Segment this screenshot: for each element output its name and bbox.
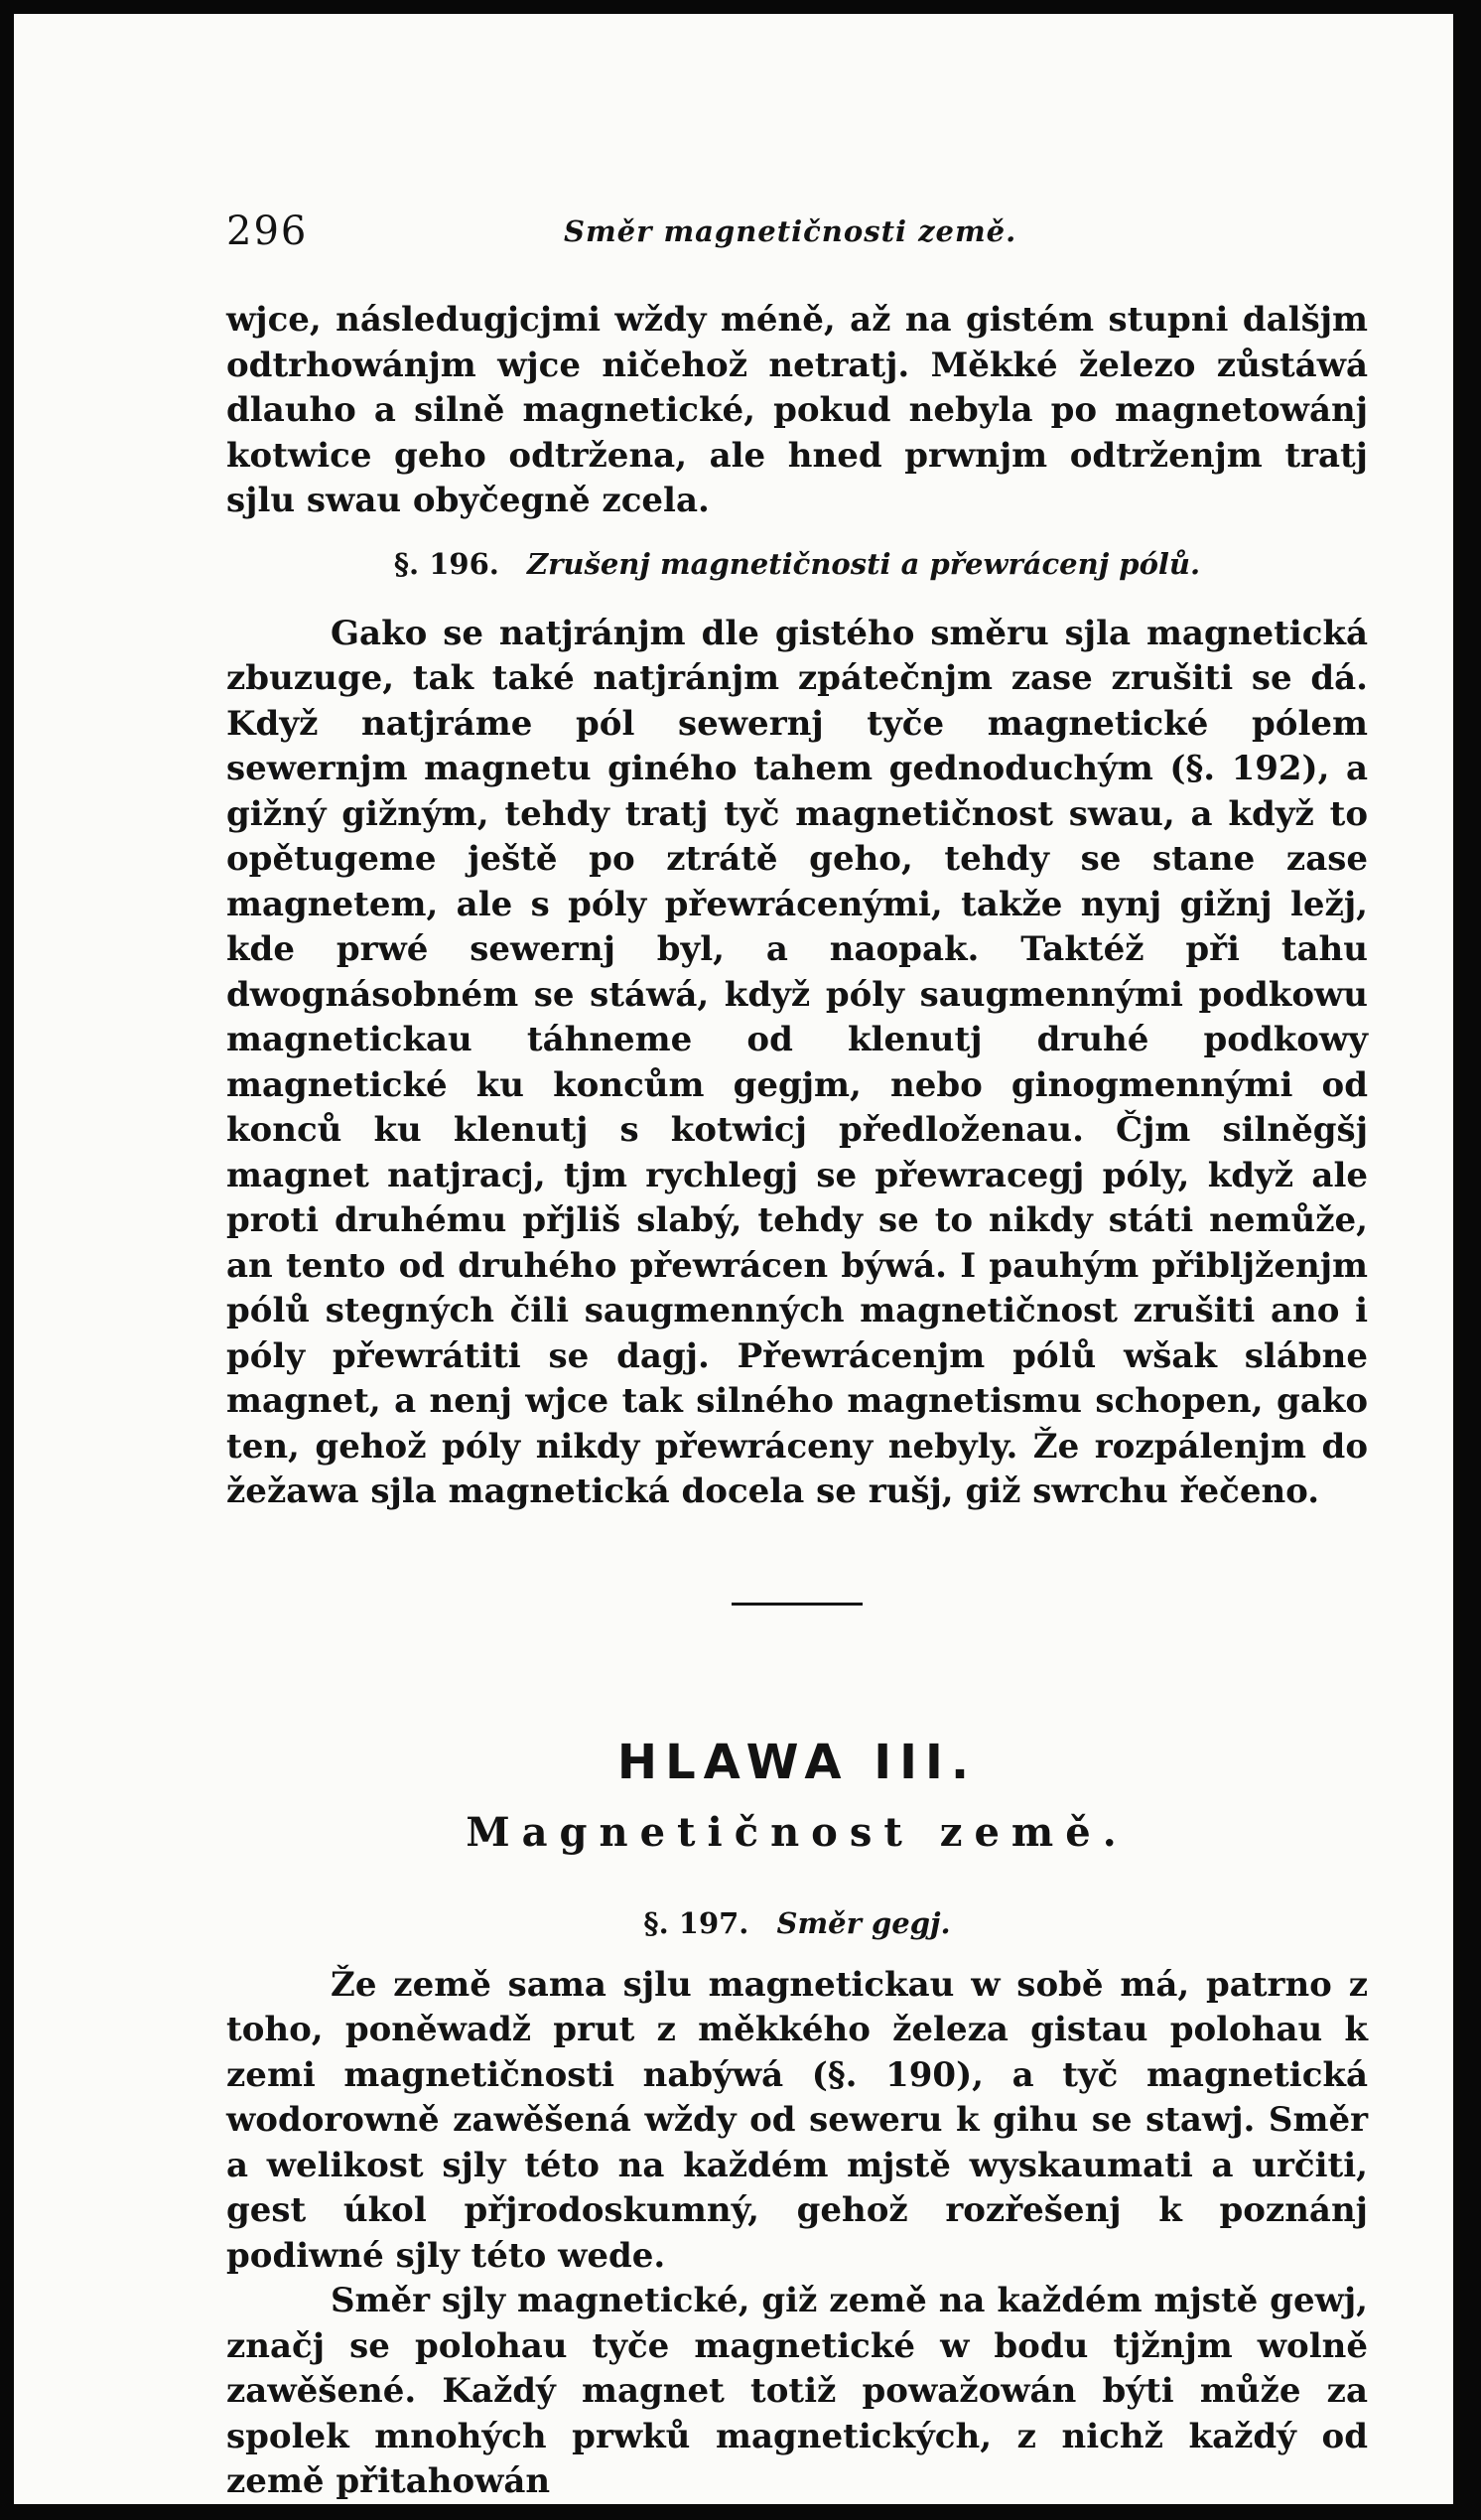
book-page [14,14,1453,2504]
section-197-title: Směr gegj. [776,1905,951,1940]
paragraph-3: Že země sama sjlu magnetickau w sobě má, patrno z toho, poněwadž prut z měkkého železa gistau polohau k zemi magnetičnosti nabýwá (§. 190), a tyč magnetická wodorowně zawěšená wždy od seweru k gihu se stawj. Směr a welikost sjly této na každém mjstě wyskaumati a určiti, gest úkol přjrodoskumný, gehož rozřešenj k poznánj podiwné sjly této wede. [226,1964,1368,2276]
section-196-heading [226,544,1368,584]
chapter-title: Magnetičnost země. [466,1808,1129,1856]
chapter-label: HLAWA III. [616,1734,978,1790]
page-body [226,298,1368,2505]
page-header [226,209,1368,258]
section-196-title: Zrušenj magnetičnosti a přewrácenj pólů. [526,546,1201,581]
page-number: 296 [226,209,309,254]
section-divider [732,1603,863,1606]
paragraph-2: Gako se natjránjm dle gistého směru sjla magnetická zbuzuge, tak také natjránjm zpátečnjm zase zrušiti se dá. Když natjráme pól sewernj tyče magnetické pólem sewernjm magnetu giného tahem gednoduchým (§. 192), a gižný gižným, tehdy tratj tyč magnetičnost swau, a když to opětugeme ještě po ztrátě geho, tehdy se stane zase magnetem, ale s póly přewrácenými, takže nynj gižnj ležj, kde prwé sewernj byl, a naopak. Taktéž při tahu dwognásobném se stáwá, když póly saugmennými podkowu magnetickau táhneme od klenutj druhé podkowy magnetické ku koncům gegjm, nebo ginogmennými od konců ku klenutj s kotwicj předloženau. Čjm silněgšj magnet natjracj, tjm rychlegj se přewracegj póly, když ale proti druhému přjliš slabý, tehdy se to nikdy státi nemůže, an tento od druhého přewrácen býwá. I pauhým přibljženjm pólů stegných čili saugmenných magnetičnost zrušiti ano i póly přewrátiti se dagj. Přewrácenjm pólů wšak slábne magnet, a nenj wjce tak silného magnetismu schopen, gako ten, gehož póly nikdy přewráceny nebyly. Že rozpálenjm do žežawa sjla magnetická docela se rušj, giž swrchu řečeno. [226,613,1368,1511]
running-head: Směr magnetičnosti země. [564,214,1017,248]
paragraph-1: wjce, následugjcjmi wždy méně, až na gistém stupni dalšjm odtrhowánjm wjce ničehož netratj. Měkké železo zůstáwá dlauho a silně magnetické, pokud nebyla po magnetowánj kotwice geho odtržena, ale hned prwnjm odtrženjm tratj sjlu swau obyčegně zcela. [226,300,1368,520]
section-196-number: §. 196. [393,546,499,581]
section-197-heading [226,1903,1368,1943]
paragraph-4: Směr sjly magnetické, giž země na každém mjstě gewj, značj se polohau tyče magnetické w bodu tjžnjm wolně zawěšené. Každý magnet totiž powažowán býti může za spolek mnohých prwků magnetických, z nichž každý od země přitahowán [226,2281,1368,2501]
section-197-number: §. 197. [643,1905,749,1940]
